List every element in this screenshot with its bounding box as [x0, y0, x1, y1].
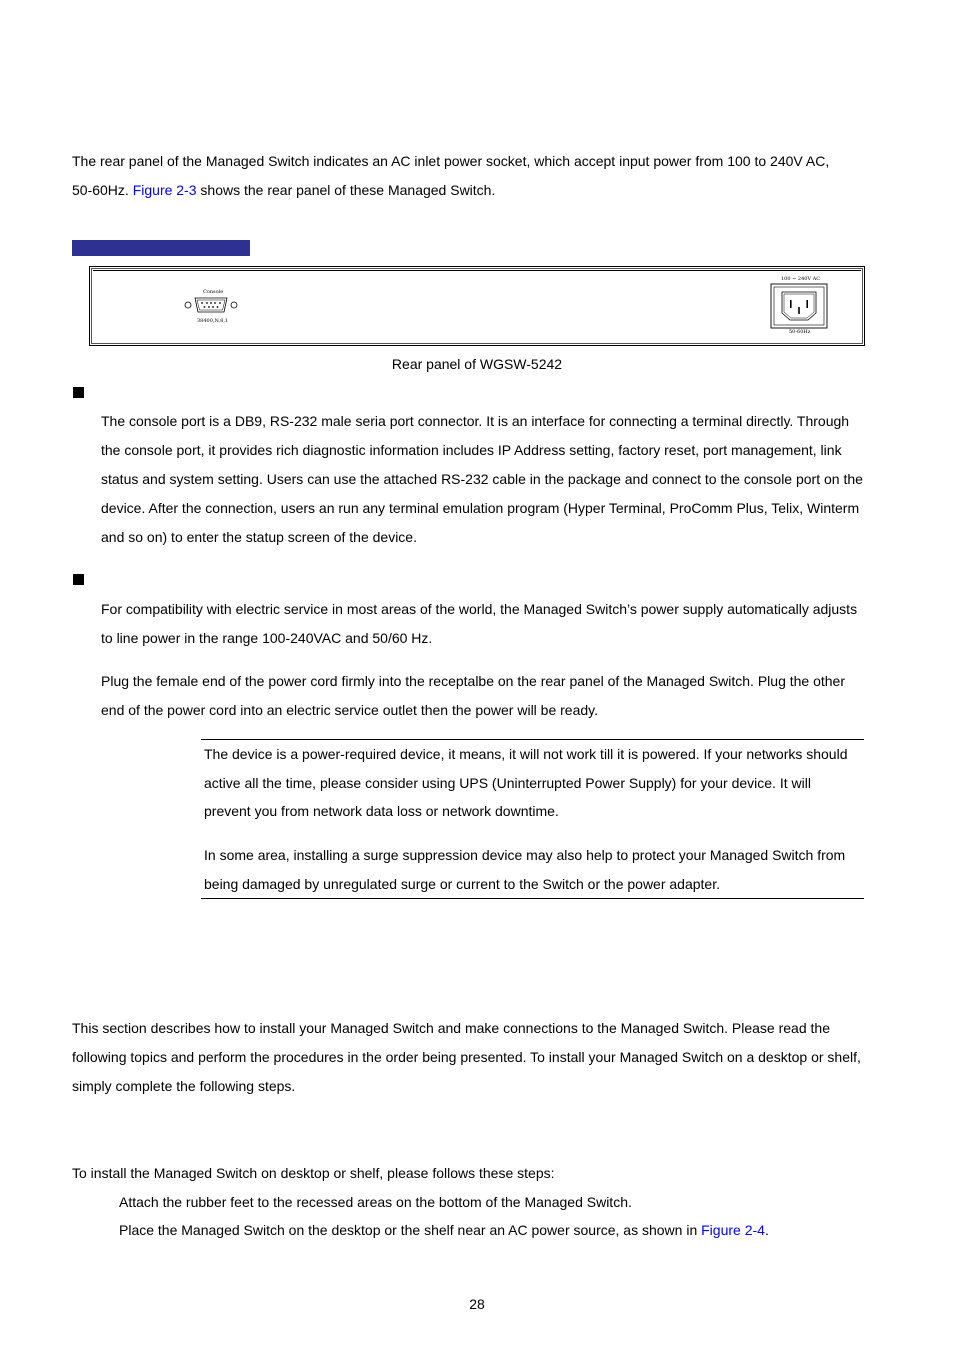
section-bullet-power	[73, 574, 84, 585]
db9-connector-icon	[184, 295, 238, 317]
figure-caption: Rear panel of WGSW-5242	[391, 356, 563, 372]
section-bullet-console	[73, 387, 84, 398]
desktop-step-1: Attach the rubber feet to the recessed areas on the bottom of the Managed Switch.	[119, 1194, 632, 1210]
intro-line-2-tail: shows the rear panel of these Managed Switch.	[196, 182, 496, 198]
note-p1-line-3: prevent you from network data loss or network downtime.	[204, 803, 559, 819]
figure-heading-bar	[72, 240, 250, 256]
power-p2-line-1: Plug the female end of the power cord firmly into the receptalbe on the rear panel of the Managed Switch. Plug the other	[101, 673, 846, 689]
console-line-3: status and system setting. Users can use the attached RS-232 cable in the package and connect to the console port on the	[101, 471, 863, 487]
note-p2-line-2: being damaged by unregulated surge or current to the Switch or the power adapter.	[204, 876, 720, 892]
console-label: Console	[203, 289, 224, 295]
power-p2-line-2: end of the power cord into an electric service outlet then the power will be ready.	[101, 702, 599, 718]
page-number: 28	[469, 1296, 485, 1312]
console-line-5: and so on) to enter the statup screen of the device.	[101, 529, 417, 545]
intro-line-1: The rear panel of the Managed Switch indicates an AC inlet power socket, which accept input power from 100 to 240V AC,	[72, 153, 830, 169]
power-frequency: 50-60Hz	[789, 329, 811, 335]
install-line-2: following topics and perform the procedures in the order being presented. To install your Managed Switch on a desktop or shelf,	[72, 1049, 861, 1065]
desktop-step-2	[119, 1216, 769, 1245]
power-p1-line-1: For compatibility with electric service in most areas of the world, the Managed Switch’s power supply automatically adjusts	[101, 601, 858, 617]
console-line-4: device. After the connection, users an run any terminal emulation program (Hyper Terminal, ProComm Plus, Telix, Winterm	[101, 500, 860, 516]
install-line-3: simply complete the following steps.	[72, 1078, 296, 1094]
intro-line-2	[72, 176, 495, 205]
power-p1-line-2: to line power in the range 100-240VAC and 50/60 Hz.	[101, 630, 433, 646]
note-p2-line-1: In some area, installing a surge suppression device may also help to protect your Managed Switch from	[204, 847, 846, 863]
desktop-intro: To install the Managed Switch on desktop or shelf, please follows these steps:	[72, 1165, 555, 1181]
panel-top-edge	[93, 270, 861, 271]
console-settings: 38400,N,8,1	[197, 318, 229, 324]
desktop-step-2-tail: .	[764, 1222, 769, 1238]
ac-inlet-icon	[770, 283, 828, 329]
figure-2-4-link[interactable]: Figure 2-4	[701, 1222, 765, 1238]
figure-2-3-link[interactable]: Figure 2-3	[132, 182, 197, 198]
note-p1-line-2: active all the time, please consider using UPS (Uninterrupted Power Supply) for your device. It will	[204, 775, 811, 791]
install-line-1: This section describes how to install your Managed Switch and make connections to the Managed Switch. Please read the	[72, 1020, 830, 1036]
note-p1-line-1: The device is a power-required device, it means, it will not work till it is powered. If your networks should	[204, 746, 848, 762]
power-rating: 100 ~ 240V AC	[781, 276, 821, 282]
intro-line-2-text: 50-60Hz.	[72, 182, 133, 198]
console-line-2: the console port, it provides rich diagnostic information includes IP Address setting, factory reset, port management, link	[101, 442, 842, 458]
console-line-1: The console port is a DB9, RS-232 male seria port connector. It is an interface for connecting a terminal directly. Through	[101, 413, 850, 429]
desktop-step-2-text: Place the Managed Switch on the desktop or the shelf near an AC power source, as shown in	[119, 1222, 702, 1238]
note-bottom-rule	[201, 898, 864, 899]
rear-panel-figure	[89, 266, 865, 346]
